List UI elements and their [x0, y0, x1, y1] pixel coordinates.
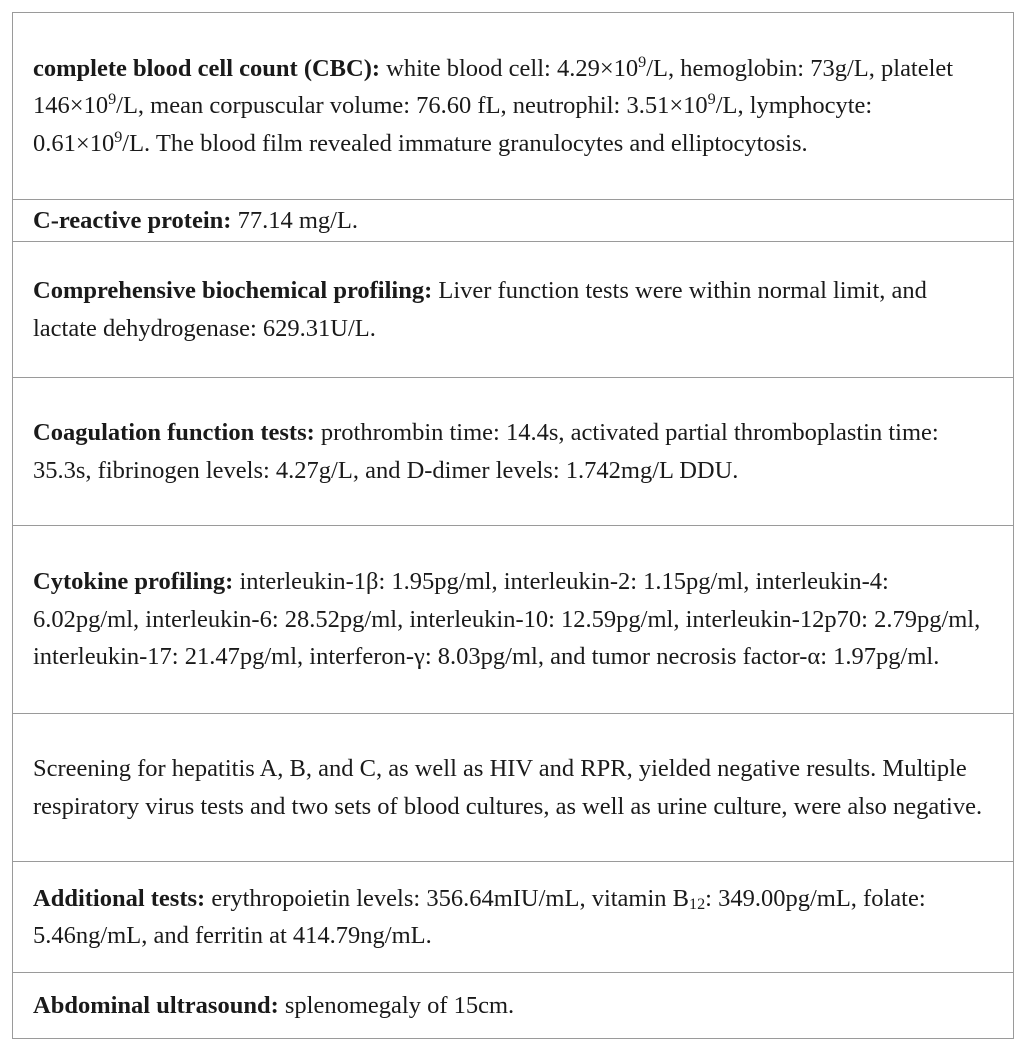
table-row: [13, 378, 1014, 526]
table-row: [13, 526, 1014, 714]
row-text: erythropoietin levels: 356.64mIU/mL, vitamin B: [205, 884, 690, 912]
row-label: complete blood cell count (CBC):: [33, 54, 381, 82]
superscript: 9: [108, 91, 117, 109]
table-row: [13, 200, 1014, 242]
row-text: /L, mean corpuscular volume: 76.60 fL, neutrophil: 3.51×10: [116, 92, 708, 120]
superscript: 9: [638, 53, 647, 71]
table-cell: [13, 200, 1014, 242]
table-cell: [13, 378, 1014, 526]
table-cell: [13, 13, 1014, 200]
superscript: 9: [707, 91, 716, 109]
row-label: C-reactive protein:: [33, 206, 232, 234]
row-label: Coagulation function tests:: [33, 419, 315, 446]
lab-results-body: [13, 13, 1014, 1039]
table-cell: [13, 862, 1014, 973]
table-row: [13, 973, 1014, 1039]
row-label: Cytokine profiling:: [33, 568, 234, 596]
table-cell: [13, 526, 1014, 714]
table-row: [13, 714, 1014, 862]
row-text: /L, lymphocyte: 0.61×10: [33, 92, 873, 157]
row-text: white blood cell: 4.29×10: [380, 54, 639, 82]
row-text: Liver function tests were within normal limit, and lactate dehydrogenase: 629.31U/L.: [33, 277, 927, 342]
row-text: 77.14 mg/L.: [231, 206, 359, 234]
table-row: [13, 242, 1014, 378]
row-text: splenomegaly of 15cm.: [278, 991, 515, 1019]
subscript: 12: [689, 895, 706, 913]
row-label: Comprehensive biochemical profiling:: [33, 277, 433, 304]
row-label: Abdominal ultrasound:: [33, 991, 279, 1019]
row-text: prothrombin time: 14.4s, activated partial thromboplastin time: 35.3s, fibrinogen levels: 4.27g/L, and D-dimer levels: 1.742mg/L DDU.: [33, 419, 939, 484]
row-text: : 349.00pg/mL, folate: 5.46ng/mL, and ferritin at 414.79ng/mL.: [33, 884, 926, 949]
lab-results-table: [12, 12, 1014, 1039]
row-label: Additional tests:: [33, 884, 206, 912]
superscript: 9: [114, 128, 123, 146]
row-text: Screening for hepatitis A, B, and C, as well as HIV and RPR, yielded negative results. Multiple respiratory virus tests and two sets of blood cultures, as well as urine culture, were also negative.: [33, 755, 983, 820]
table-cell: [13, 242, 1014, 378]
table-cell: [13, 714, 1014, 862]
row-text: /L. The blood film revealed immature granulocytes and elliptocytosis.: [122, 129, 808, 157]
table-row: [13, 862, 1014, 973]
row-text: /L, hemoglobin: 73g/L, platelet 146×10: [33, 54, 954, 120]
row-text: interleukin-1β: 1.95pg/ml, interleukin-2: 1.15pg/ml, interleukin-4: 6.02pg/ml, interleukin-6: 28.52pg/ml, interleukin-10: 12.59pg/ml, interleukin-12p70: 2.79pg/ml, interleukin-17: 21.47pg/ml, interferon-γ: 8.03pg/ml, and tumor necrosis factor-α: 1.97pg/ml.: [33, 568, 981, 671]
table-row: [13, 13, 1014, 200]
table-cell: [13, 973, 1014, 1039]
